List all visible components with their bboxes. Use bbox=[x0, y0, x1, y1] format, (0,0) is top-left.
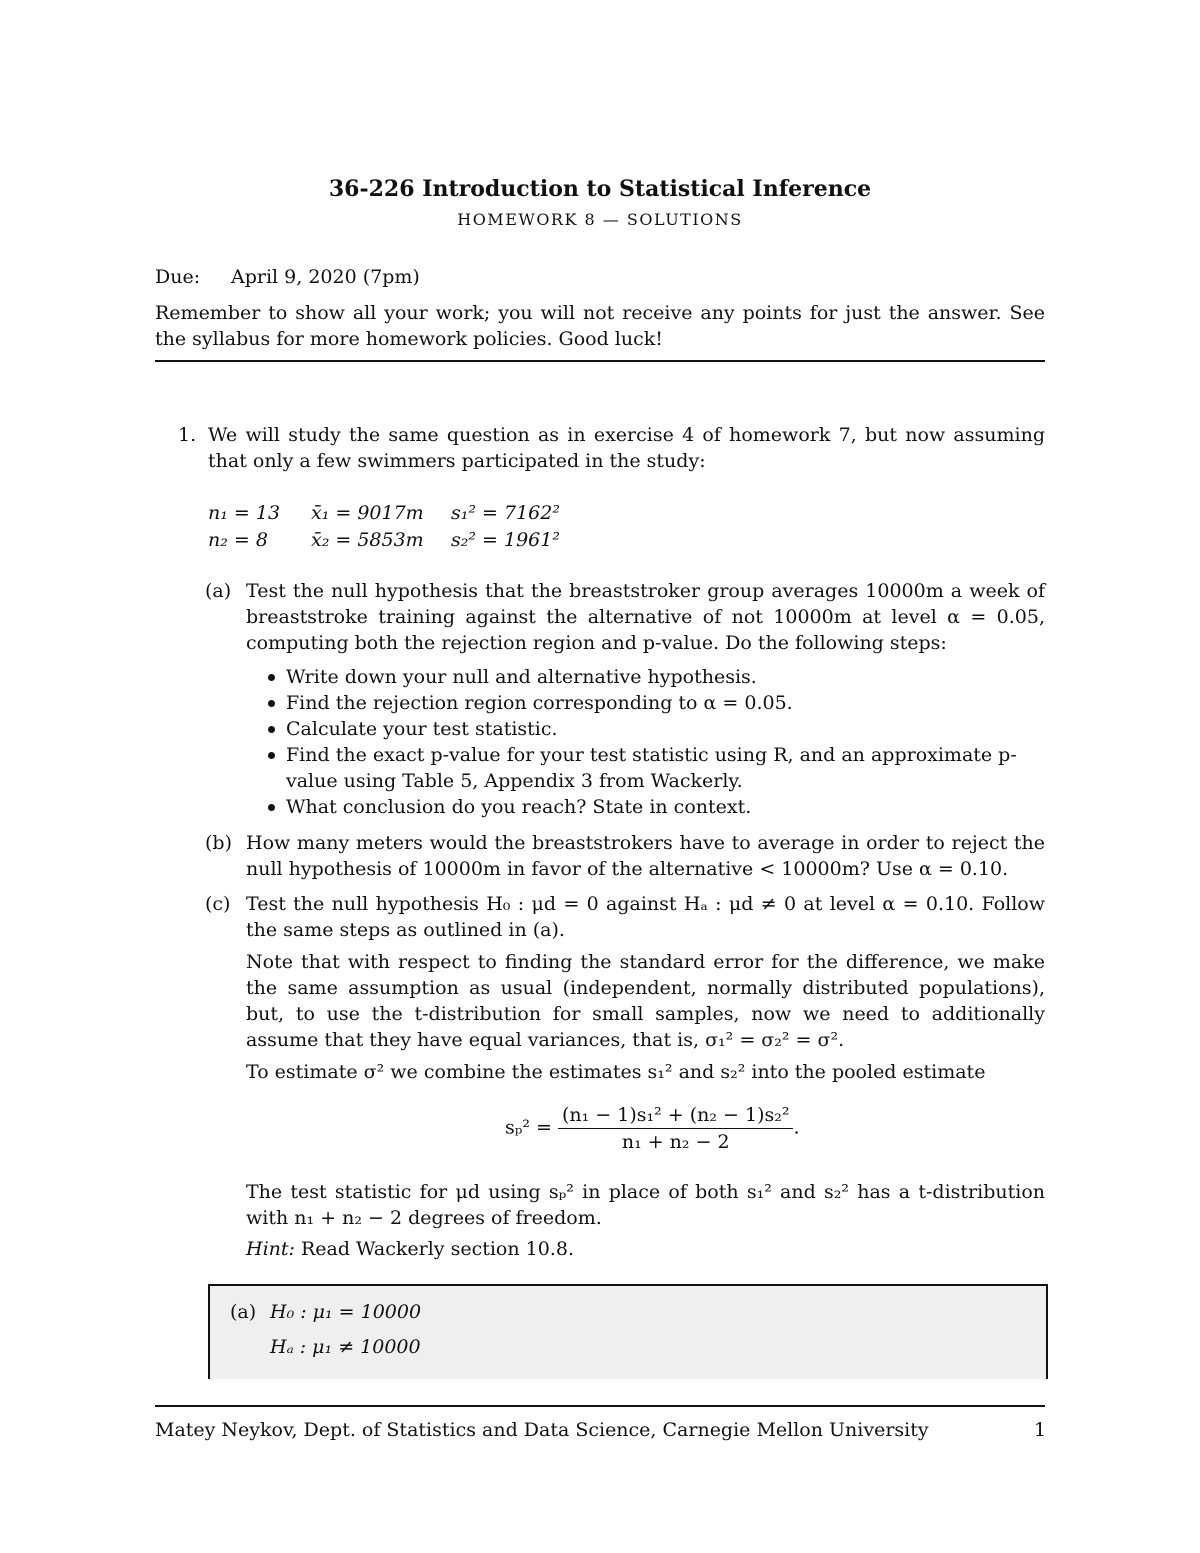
question-text: We will study the same question as in exercise 4 of homework 7, but now assuming that only a few swimmers participated in the study: bbox=[208, 424, 1045, 472]
solution-null-hypothesis: H₀ : μ₁ = 10000 bbox=[270, 1301, 422, 1323]
footer-author: Matey Neykov, Dept. of Statistics and Data Science, Carnegie Mellon University bbox=[155, 1419, 929, 1441]
xbar2-value: x̄₂ = 5853m bbox=[311, 529, 424, 551]
page-number: 1 bbox=[1034, 1419, 1047, 1441]
part-c-note: Note that with respect to finding the standard error for the difference, we make the same assumption as usual (independent, normally distributed populations), but, to use the t-distribution for small samples, now we need to additionally assume that they have equal variances, that is, σ₁² = σ₂² = σ². bbox=[246, 951, 1045, 1051]
formula-numerator: (n₁ − 1)s₁² + (n₂ − 1)s₂² bbox=[558, 1102, 794, 1129]
step-item: Find the exact p-value for your test statistic using R, and an approximate p-value using Table 5, Appendix 3 from Wackerly. bbox=[268, 742, 1045, 794]
due-line bbox=[155, 264, 420, 290]
part-c-label: (c) bbox=[205, 893, 231, 915]
xbar1-value: x̄₁ = 9017m bbox=[311, 502, 424, 524]
n2-value: n₂ = 8 bbox=[208, 529, 268, 551]
pooled-variance-formula bbox=[505, 1102, 800, 1155]
step-item: Write down your null and alternative hypothesis. bbox=[268, 664, 1045, 690]
part-a-label: (a) bbox=[205, 580, 232, 602]
formula-period: . bbox=[793, 1116, 800, 1139]
hint-line bbox=[246, 1236, 1045, 1262]
part-b-label: (b) bbox=[205, 832, 232, 854]
due-value: April 9, 2020 (7pm) bbox=[231, 266, 420, 288]
due-label: Due: bbox=[155, 266, 201, 288]
page-title: 36-226 Introduction to Statistical Inference bbox=[328, 176, 872, 202]
sample-row-2 bbox=[208, 527, 560, 554]
s2-value: s₂² = 1961² bbox=[451, 529, 560, 551]
step-item: Calculate your test statistic. bbox=[268, 716, 1045, 742]
solution-part-label: (a) bbox=[230, 1301, 257, 1323]
header-divider bbox=[155, 360, 1045, 362]
page-subtitle: HOMEWORK 8 — SOLUTIONS bbox=[457, 210, 743, 229]
sample-data-table bbox=[208, 500, 560, 554]
s1-value: s₁² = 7162² bbox=[451, 502, 560, 524]
test-statistic-text: The test statistic for μd using sₚ² in place of both s₁² and s₂² has a t-distribution with n₁ + n₂ − 2 degrees of freedom. bbox=[246, 1181, 1045, 1229]
hint-label: Hint: bbox=[246, 1238, 295, 1260]
formula-lhs: sₚ² = bbox=[505, 1116, 552, 1139]
solution-alternative-hypothesis: Hₐ : μ₁ ≠ 10000 bbox=[270, 1336, 421, 1358]
part-a-text: Test the null hypothesis that the breaststroker group averages 10000m a week of breaststroke training against the alternative of not 10000m at level α = 0.05, computing both the rejection region and p-value. Do the following steps: bbox=[246, 580, 1045, 654]
part-b-text: How many meters would the breaststrokers have to average in order to reject the null hypothesis of 10000m in favor of the alternative < 10000m? Use α = 0.10. bbox=[246, 832, 1045, 880]
step-item: Find the rejection region corresponding to α = 0.05. bbox=[268, 690, 1045, 716]
question-number: 1. bbox=[178, 424, 197, 446]
formula-fraction bbox=[558, 1102, 794, 1155]
part-a-steps-list bbox=[268, 664, 1045, 820]
footer-divider bbox=[155, 1405, 1045, 1407]
part-c-text: Test the null hypothesis H₀ : μd = 0 against Hₐ : μd ≠ 0 at level α = 0.10. Follow the same steps as outlined in (a). bbox=[246, 893, 1045, 941]
sample-row-1 bbox=[208, 500, 560, 527]
hint-text: Read Wackerly section 10.8. bbox=[300, 1238, 574, 1260]
formula-denominator: n₁ + n₂ − 2 bbox=[621, 1131, 730, 1153]
intro-text: Remember to show all your work; you will not receive any points for just the answer. See the syllabus for more homework policies. Good luck! bbox=[155, 302, 1045, 350]
pooled-intro: To estimate σ² we combine the estimates s₁² and s₂² into the pooled estimate bbox=[246, 1061, 986, 1083]
n1-value: n₁ = 13 bbox=[208, 502, 281, 524]
step-item: What conclusion do you reach? State in context. bbox=[268, 794, 1045, 820]
